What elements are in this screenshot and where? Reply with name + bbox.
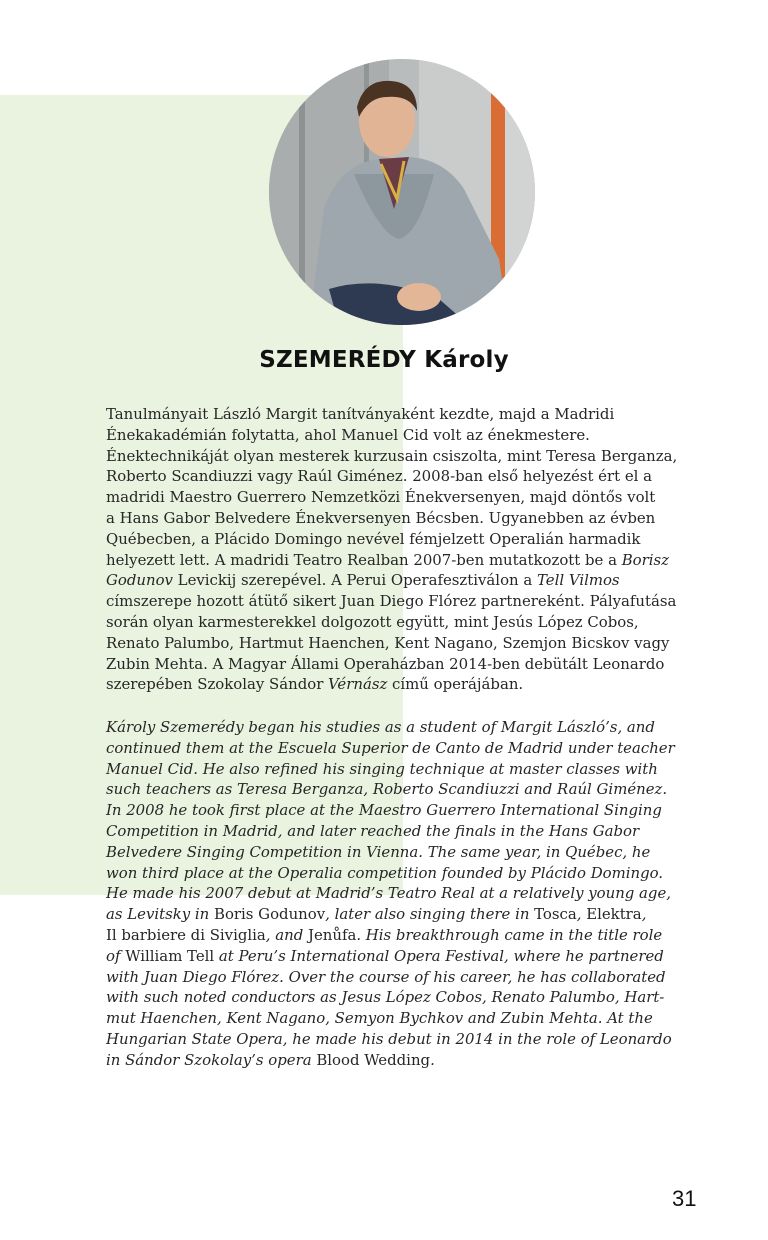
text-run: Levickij szerepével. A Perui Operafesztiválon a [172,571,537,590]
text-run: , [641,905,647,924]
text-line [106,883,706,904]
text-run: Hungarian State Opera, he made his debut in 2014 in the role of Leonardo [106,1029,672,1048]
text-line [106,404,706,425]
title-text: Vérnász [328,675,388,694]
text-line [106,1008,706,1029]
text-line [106,654,706,675]
text-run: Károly Szemerédy began his studies as a student of Margit László’s, and [106,718,655,736]
text-line [106,863,706,884]
text-run: , [576,905,587,924]
text-line [106,1050,706,1071]
text-line [106,967,706,988]
text-line [106,987,706,1008]
title-text: Elektra [586,905,642,924]
title-text: Jenůfa [307,925,357,944]
person-name: SZEMERÉDY Károly [259,347,509,373]
text-run: Québecben, a Plácido Domingo nevével fémjelzett Operalián harmadik [106,529,641,548]
text-run: Roberto Scandiuzzi vagy Raúl Giménez. 2008-ban első helyezést ért el a [106,467,653,486]
text-run: with Juan Diego Flórez. Over the course of his career, he has collaborated [106,967,666,986]
text-run: , and [265,925,308,944]
text-line [106,946,706,967]
text-run: continued them at the Escuela Superior de Canto de Madrid under teacher [106,738,675,757]
title-text: Blood Wedding [316,1050,431,1069]
text-line [106,800,706,821]
title-text: Tell Vilmos [536,571,620,590]
text-line [106,508,706,529]
text-run: in Sándor Szokolay’s opera [106,1050,317,1069]
text-run: with such noted conductors as Jesus López Cobos, Renato Palumbo, Hart- [106,988,665,1007]
text-run: Énekakadémián folytatta, ahol Manuel Cid volt az énekmestere. [106,425,590,444]
portrait-photo [269,59,535,325]
text-run: Zubin Mehta. A Magyar Állami Operaházban 2014-ben debütált Leonardo [106,654,665,673]
text-run: In 2008 he took first place at the Maestro Guerrero International Singing [106,801,662,820]
text-line [106,842,706,863]
text-line [106,570,706,591]
text-line [106,779,706,800]
title-text: William Tell [125,946,215,965]
text-run: madridi Maestro Guerrero Nemzetközi Énekversenyen, majd döntős volt [106,488,656,507]
title-text: Tosca [534,905,577,924]
text-run: című operájában. [387,675,524,694]
biography-english [106,717,706,1071]
text-line [106,466,706,487]
text-line [106,633,706,654]
text-line [106,717,706,738]
text-line [106,821,706,842]
text-line [106,904,706,925]
biography-hungarian [106,404,706,695]
text-run: Énektechnikáját olyan mesterek kurzusain csiszolta, mint Teresa Berganza, [106,446,678,465]
title-text: Il barbiere di Siviglia [106,925,266,944]
text-line [106,612,706,633]
text-run: , later also singing there in [325,905,535,924]
title-text: Godunov [106,571,173,590]
text-run: Renato Palumbo, Hartmut Haenchen, Kent Nagano, Szemjon Bicskov vagy [106,633,670,652]
text-line [106,487,706,508]
title-text: Borisz [621,550,669,569]
text-line [106,1029,706,1050]
text-line [106,759,706,780]
text-line [106,591,706,612]
text-line [106,738,706,759]
text-run: szerepében Szokolay Sándor [106,675,329,694]
text-run: at Peru’s International Opera Festival, where he partnered [214,946,664,965]
text-run: . His breakthrough came in the title role [356,925,663,944]
text-run: Competition in Madrid, and later reached the finals in the Hans Gabor [106,821,640,840]
text-run: a Hans Gabor Belvedere Énekversenyen Bécsben. Ugyanebben az évben [106,508,656,527]
text-run: such teachers as Teresa Berganza, Roberto Scandiuzzi and Raúl Giménez. [106,780,668,799]
text-run: . [430,1050,435,1069]
title-text: Boris Godunov [214,905,326,924]
text-line [106,446,706,467]
text-run: Tanulmányait László Margit tanítványaként kezdte, majd a Madridi [106,405,615,423]
text-run: Manuel Cid. He also refined his singing technique at master classes with [106,759,658,778]
text-run: as Levitsky in [106,905,215,924]
text-line [106,550,706,571]
page-number: 31 [672,1186,697,1211]
text-line [106,425,706,446]
text-run: címszerepe hozott átütő sikert Juan Diego Flórez partnereként. Pályafutása [106,592,677,611]
text-run: Belvedere Singing Competition in Vienna. The same year, in Québec, he [106,842,651,861]
text-run: helyezett lett. A madridi Teatro Realban 2007-ben mutatkozott be a [106,550,622,569]
text-run: of [106,946,126,965]
text-line [106,925,706,946]
text-run: won third place at the Operalia competition founded by Plácido Domingo. [106,863,664,882]
text-run: mut Haenchen, Kent Nagano, Semyon Bychkov and Zubin Mehta. At the [106,1009,653,1028]
text-run: He made his 2007 debut at Madrid’s Teatro Real at a relatively young age, [106,884,672,903]
text-line [106,674,706,695]
text-line [106,529,706,550]
text-run: során olyan karmesterekkel dolgozott együtt, mint Jesús López Cobos, [106,612,639,631]
